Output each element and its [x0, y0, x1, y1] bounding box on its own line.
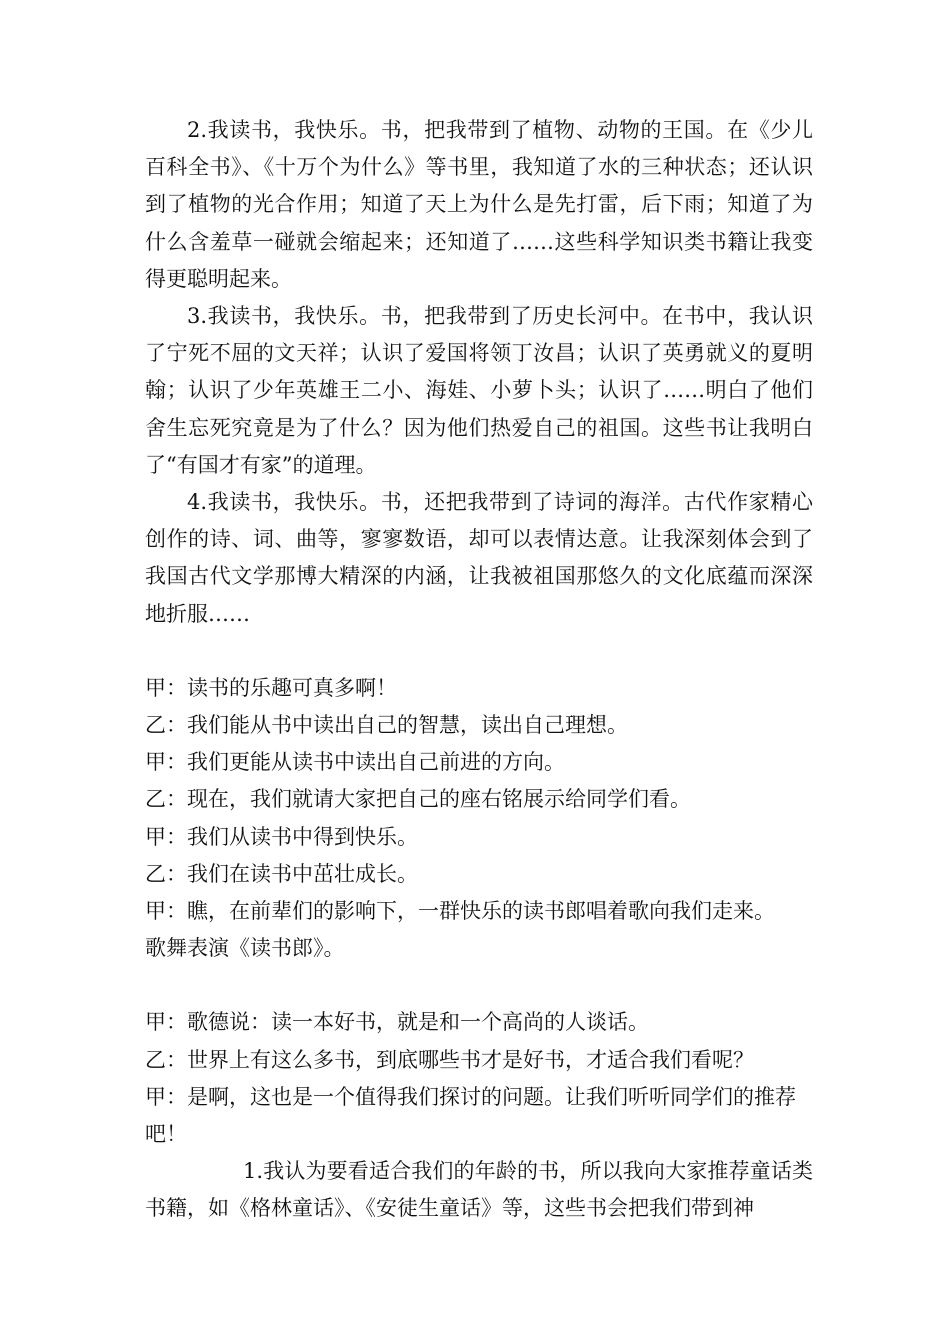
dialogue-line: 甲：歌德说：读一本好书，就是和一个高尚的人谈话。 [145, 1010, 649, 1035]
section-gap [145, 967, 813, 1004]
dialogue-line: 甲：瞧，在前辈们的影响下，一群快乐的读书郎唱着歌向我们走来。 [145, 899, 775, 924]
dialogue-line: 乙：我们在读书中茁壮成长。 [145, 861, 418, 886]
dialogue-line: 乙：现在，我们就请大家把自己的座右铭展示给同学们看。 [145, 787, 691, 812]
dialogue-line: 甲：我们从读书中得到快乐。 [145, 824, 418, 849]
performance-note: 歌舞表演《读书郎》。 [145, 936, 345, 961]
paragraph-plants-animals: 2.我读书，我快乐。书，把我带到了植物、动物的王国。在《少儿百科全书》、《十万个为什么》等书里，我知道了水的三种状态；还认识到了植物的光合作用；知道了天上为什么是先打雷，后下雨；知道了为什么含羞草一碰就会缩起来；还知道了……这些科学知识类书籍让我变得更聪明起来。 [145, 118, 813, 291]
dialogue-line: 乙：我们能从书中读出自己的智慧，读出自己理想。 [145, 713, 628, 738]
section-gap [145, 633, 813, 670]
dialogue-line: 甲：读书的乐趣可真多啊！ [145, 675, 397, 700]
dialogue-line: 甲：我们更能从读书中读出自己前进的方向。 [145, 750, 565, 775]
dialogue-line: 乙：世界上有这么多书，到底哪些书才是好书，才适合我们看呢？ [145, 1047, 754, 1072]
paragraph-poetry: 4.我读书，我快乐。书，还把我带到了诗词的海洋。古代作家精心创作的诗、词、曲等，寥寥数语，却可以表情达意。让我深刻体会到了我国古代文学那博大精深的内涵，让我被祖国那悠久的文化底蕴而深深地折服…… [145, 490, 813, 626]
paragraph-recommendation: 1.我认为要看适合我们的年龄的书，所以我向大家推荐童话类书籍，如《格林童话》、《安徒生童话》等，这些书会把我们带到神 [145, 1159, 813, 1221]
document-body [145, 112, 813, 1228]
dialogue-line: 甲：是啊，这也是一个值得我们探讨的问题。让我们听听同学们的推荐吧！ [145, 1084, 796, 1147]
paragraph-history: 3.我读书，我快乐。书，把我带到了历史长河中。在书中，我认识了宁死不屈的文天祥；认识了爱国将领丁汝昌；认识了英勇就义的夏明翰；认识了少年英雄王二小、海娃、小萝卜头；认识了……明白了他们舍生忘死究竟是为了什么？因为他们热爱自己的祖国。这些书让我明白了“有国才有家”的道理。 [145, 304, 813, 477]
